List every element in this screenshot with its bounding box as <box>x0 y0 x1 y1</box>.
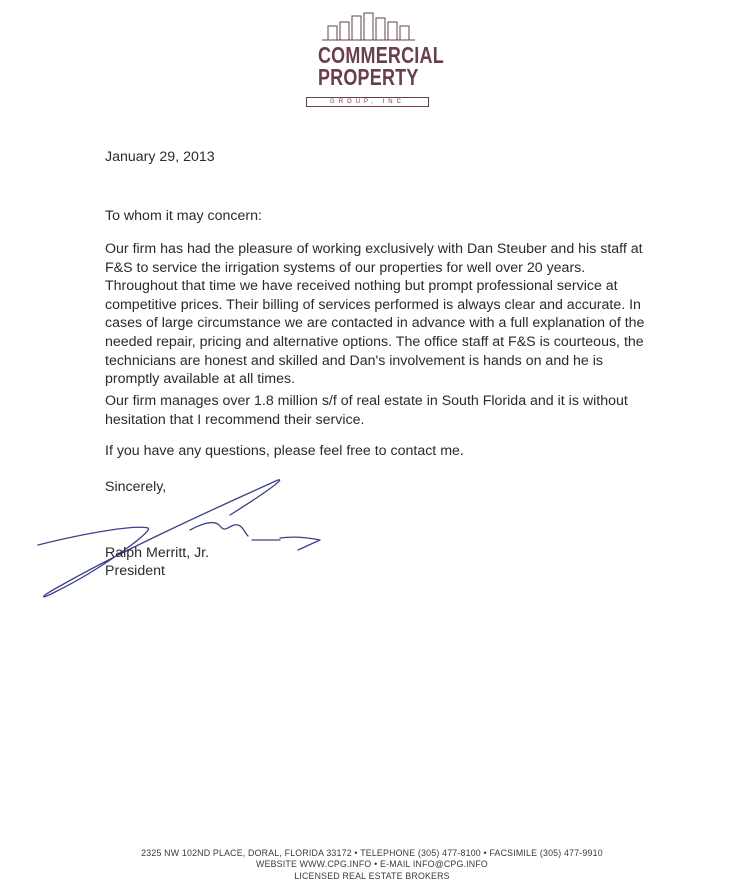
logo-company-line-1: COMMERCIAL <box>317 42 444 68</box>
letter-paragraph: Our firm has had the pleasure of working exclusively with Dan Steuber and his staff at F&S to service the irrigation systems of our properties for well over 20 years. Throughout that time we have received nothing but prompt professional service at competitive prices. Their billing of services performed is always clear and accurate. In cases of large circumstance we are contacted in advance with a full explanation of the needed repair, pricing and alternative options. The office staff at F&S is courteous, the technicians are honest and skilled and Dan's involvement is hands on and he is promptly available at all times. <box>105 241 645 388</box>
footer-license-line: LICENSED REAL ESTATE BROKERS <box>294 871 450 881</box>
signatory-name: Ralph Merritt, Jr. <box>105 545 210 561</box>
letterhead-logo <box>300 12 444 105</box>
logo-company-line-2: PROPERTY <box>317 64 419 90</box>
signatory-title: President <box>105 563 165 579</box>
footer-address-line: 2325 NW 102ND PLACE, DORAL, FLORIDA 33172 • TELEPHONE (305) 477-8100 • FACSIMILE (305) 477-9910 <box>141 848 603 858</box>
footer-contact-line: WEBSITE WWW.CPG.INFO • E-MAIL INFO@CPG.INFO <box>256 859 488 869</box>
letter-paragraph: Our firm manages over 1.8 million s/f of real estate in South Florida and it is without hesitation that I recommend their service. <box>105 393 628 428</box>
logo-subtitle-box <box>306 97 429 107</box>
handwritten-signature <box>30 470 330 610</box>
logo-subtitle: GROUP, INC <box>330 99 405 105</box>
letter-paragraph: If you have any questions, please feel free to contact me. <box>105 443 464 459</box>
letter-closing: Sincerely, <box>105 479 167 495</box>
letter-date: January 29, 2013 <box>105 149 215 165</box>
letter-salutation: To whom it may concern: <box>105 208 262 224</box>
